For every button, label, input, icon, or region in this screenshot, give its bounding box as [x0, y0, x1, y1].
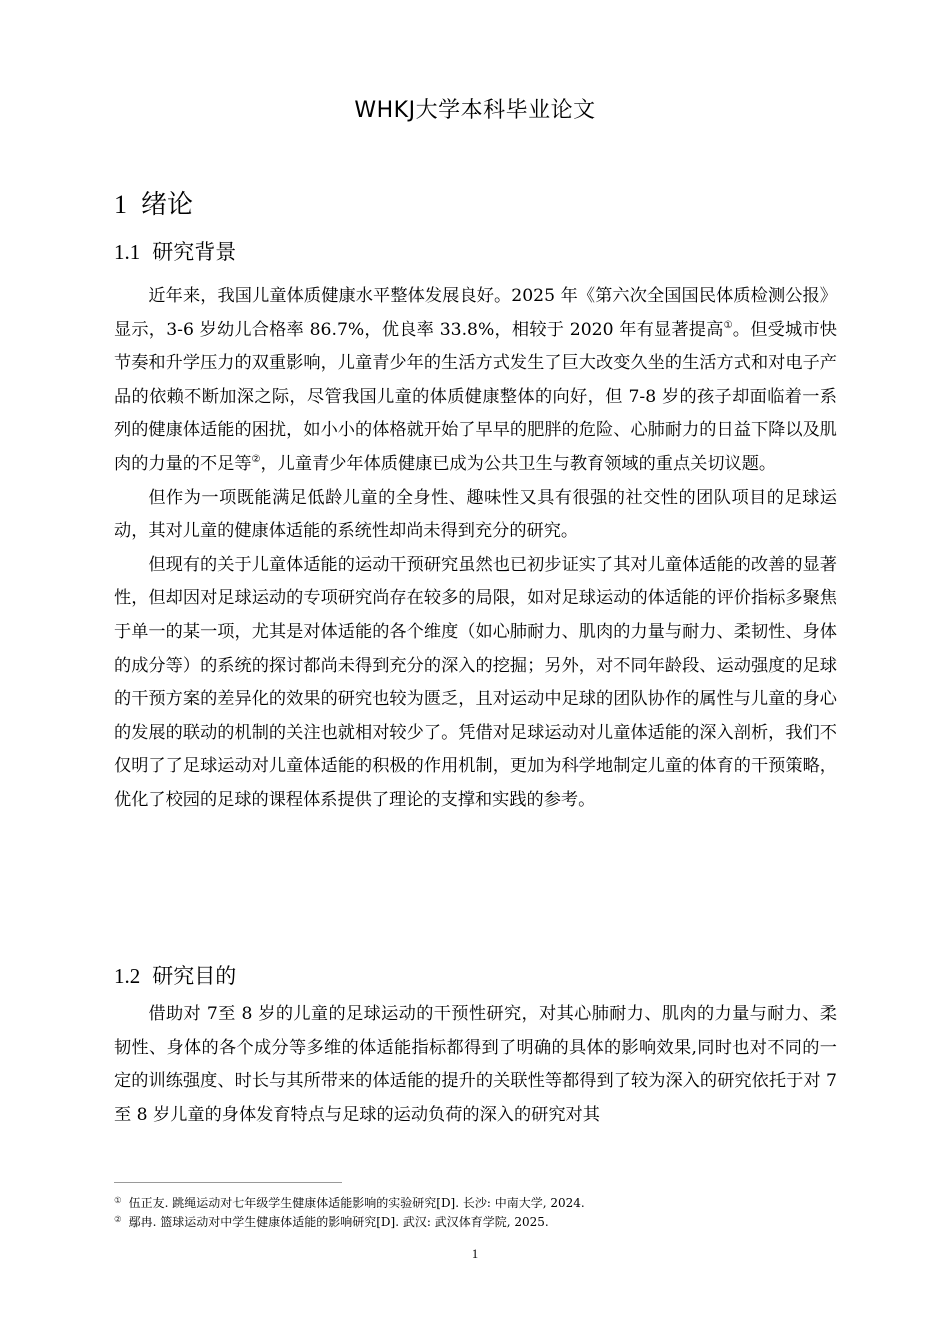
section-title: 研究背景	[152, 240, 237, 264]
footnote-item	[114, 1212, 837, 1231]
footnote-text: 鄢冉. 篮球运动对中学生健康体适能的影响研究[D]. 武汉: 武汉体育学院, 2025.	[128, 1215, 549, 1229]
footnote-ref-1[interactable]: ①	[723, 319, 733, 331]
paragraph-text: 但作为一项既能满足低龄儿童的全身性、趣味性又具有很强的社交性的团队项目的足球运动，其对儿童的健康体适能的系统性却尚未得到充分的研究。	[114, 487, 837, 542]
chapter-number: 1	[114, 190, 127, 219]
paragraph	[114, 998, 837, 1132]
paragraph-text: ，儿童青少年体质健康已成为公共卫生与教育领域的重点关切议题。	[260, 453, 777, 474]
paragraph-text: 借助对 7至 8 岁的儿童的足球运动的干预性研究，对其心肺耐力、肌肉的力量与耐力、柔韧性、身体的各个成分等多维的体适能指标都得到了明确的具体的影响效果,同时也对不同的一定的训练强度、时长与其所带来的体适能的提升的关联性等都得到了较为深入的研究依托于对 7至 8 岁儿童的身体发育特点与足球的运动负荷的深入的研究对其	[114, 1004, 837, 1125]
paragraph-text: 近年来，我国儿童体质健康水平整体发展良好。2025 年《第六次全国国民体质检测公报》显示，3-6 岁幼儿合格率 86.7%，优良率 33.8%，相较于 2020 年有显著提高	[114, 286, 837, 340]
section-number: 1.2	[114, 964, 141, 988]
footnote-mark: ②	[114, 1215, 122, 1225]
footnote-separator	[114, 1182, 342, 1183]
section-heading-background	[114, 236, 236, 266]
footnote-item	[114, 1193, 837, 1212]
section-body-objective	[114, 998, 837, 1132]
section-number: 1.1	[114, 240, 141, 264]
paragraph-text: 但现有的关于儿童体适能的运动干预研究虽然也已初步证实了其对儿童体适能的改善的显著性，但却因对足球运动的专项研究尚存在较多的局限，如对足球运动的体适能的评价指标多聚焦于单一的某一项，尤其是对体适能的各个维度（如心肺耐力、肌肉的力量与耐力、柔韧性、身体的成分等）的系统的探讨都尚未得到充分的深入的挖掘；另外，对不同年龄段、运动强度的足球的干预方案的差异化的效果的研究也较为匮乏，且对运动中足球的团队协作的属性与儿童的身心的发展的联动的机制的关注也就相对较少了。凭借对足球运动对儿童体适能的深入剖析，我们不仅明了了足球运动对儿童体适能的积极的作用机制，更加为科学地制定儿童的体育的干预策略，优化了校园的足球的课程体系提供了理论的支撑和实践的参考。	[114, 554, 837, 810]
footnotes	[114, 1193, 837, 1231]
paragraph	[114, 549, 837, 818]
footnote-mark: ①	[114, 1196, 122, 1206]
paragraph-text: 。但受城市快节奏和升学压力的双重影响，儿童青少年的生活方式发生了巨大改变久坐的生活方式和对电子产品的依赖不断加深之际，尽管我国儿童的体质健康整体的向好，但 7-8 岁的孩子却面临着一系列的健康体适能的困扰，如小小的体格就开始了早早的肥胖的危险、心肺耐力的日益下降以及肌肉的力量的不足等	[114, 319, 837, 474]
chapter-title: 绪论	[141, 190, 194, 220]
chapter-heading	[114, 184, 193, 221]
footnote-ref-2[interactable]: ②	[251, 453, 261, 465]
section-body-background	[114, 280, 837, 818]
section-heading-objective	[114, 960, 236, 990]
paragraph	[114, 482, 837, 549]
footnote-text: 伍正友. 跳绳运动对七年级学生健康体适能影响的实验研究[D]. 长沙: 中南大学, 2024.	[128, 1196, 585, 1210]
paragraph	[114, 280, 837, 482]
page-number: 1	[471, 1247, 479, 1261]
section-title: 研究目的	[152, 964, 237, 988]
running-header-title: WHKJ大学本科毕业论文	[354, 98, 596, 123]
